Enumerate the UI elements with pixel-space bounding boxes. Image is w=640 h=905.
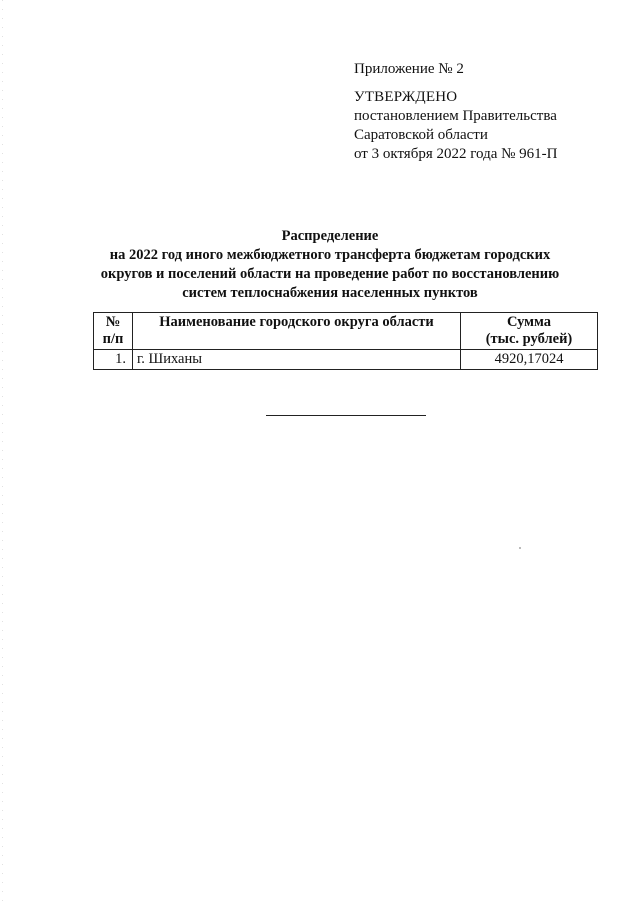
heading-line-2: округов и поселений области на проведение работ по восстановлению xyxy=(100,266,560,282)
header-sum-line-2: (тыс. рублей) xyxy=(485,331,573,347)
header-name: Наименование городского округа области xyxy=(133,313,461,350)
header-sum xyxy=(461,313,598,350)
closing-divider xyxy=(266,415,426,416)
document-heading xyxy=(80,227,580,303)
heading-title: Распределение xyxy=(281,228,379,244)
header-number-line-1: № xyxy=(105,314,121,330)
row-sum: 4920,17024 xyxy=(461,350,598,370)
heading-line-1: на 2022 год иного межбюджетного трансферта бюджетам городских xyxy=(109,247,551,263)
row-name: г. Шиханы xyxy=(133,350,461,370)
heading-line-3: систем теплоснабжения населенных пунктов xyxy=(182,285,478,301)
row-number: 1. xyxy=(94,350,133,370)
header-number-line-2: п/п xyxy=(102,331,124,347)
approval-line-2: Саратовской области xyxy=(354,127,488,143)
appendix-label: Приложение № 2 xyxy=(354,61,464,77)
approval-line-1: постановлением Правительства xyxy=(354,108,557,124)
approval-block xyxy=(354,60,614,164)
header-number xyxy=(94,313,133,350)
table-header-row xyxy=(94,313,598,350)
approval-line-3: от 3 октября 2022 года № 961-П xyxy=(354,146,558,162)
header-sum-line-1: Сумма xyxy=(506,314,552,330)
scan-speck xyxy=(519,547,521,549)
scan-edge-marks xyxy=(2,0,3,905)
distribution-table xyxy=(93,312,598,370)
approved-stamp-text: УТВЕРЖДЕНО xyxy=(354,89,458,105)
table-row xyxy=(94,350,598,370)
